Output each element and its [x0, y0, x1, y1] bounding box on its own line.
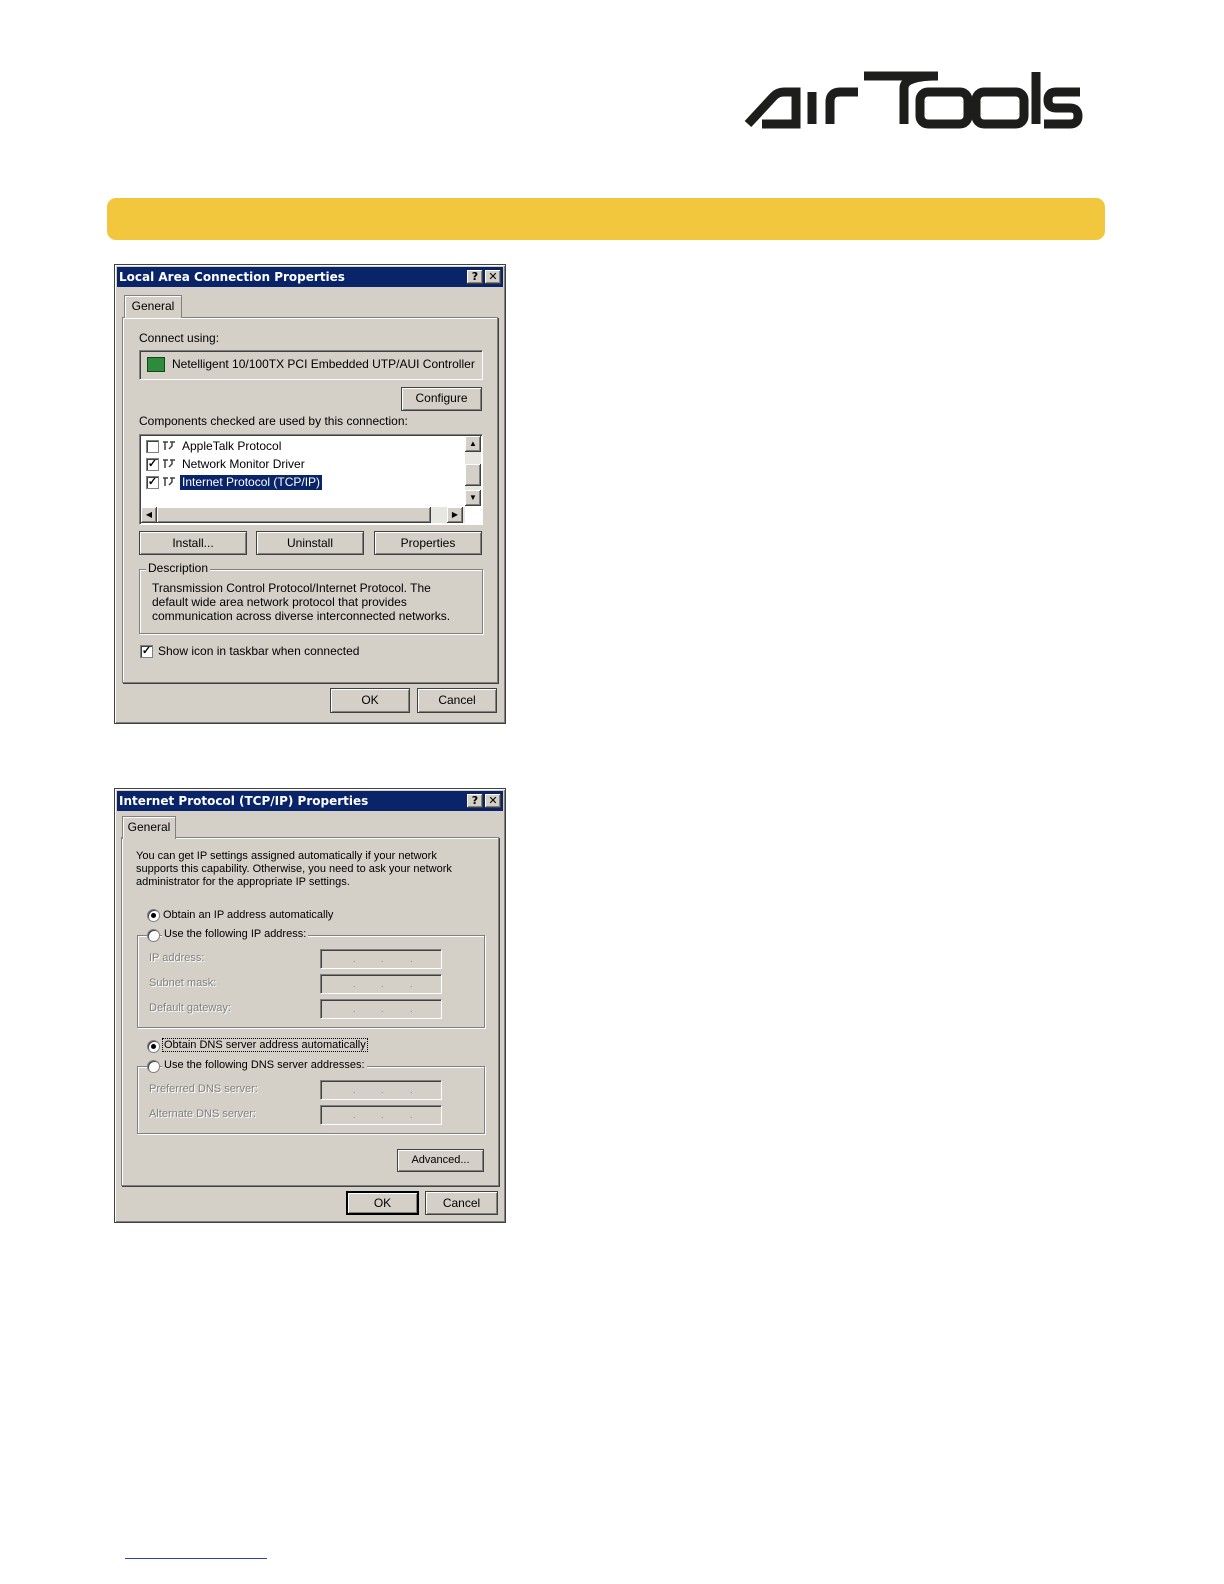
footer-link-line[interactable]: [125, 1558, 267, 1559]
general-panel: [121, 837, 499, 1186]
cancel-button[interactable]: [425, 1191, 498, 1215]
dialog-titlebar: [117, 791, 503, 811]
cancel-button-label: Cancel: [438, 693, 476, 707]
obtain-dns-auto-radio[interactable]: [147, 1040, 160, 1053]
intro-text: You can get IP settings assigned automatically if your network supports this capability. Otherwise, you need to ask your network administrator for the appropriate IP settings.: [136, 850, 452, 888]
ok-button[interactable]: [330, 688, 410, 713]
protocol-icon: [162, 440, 176, 452]
close-button[interactable]: ✕: [485, 270, 501, 284]
dialog-titlebar: [117, 267, 503, 287]
scroll-up-icon[interactable]: ▲: [465, 436, 481, 452]
subnet-mask-input[interactable]: . . .: [320, 974, 442, 994]
connect-using-label: Connect using:: [139, 331, 220, 345]
header-banner: [107, 198, 1105, 240]
dialog-title: Internet Protocol (TCP/IP) Properties: [119, 794, 369, 808]
description-text: Transmission Control Protocol/Internet Protocol. The default wide area network protocol that provides communication across diverse interconnected networks.: [152, 581, 451, 623]
alternate-dns-input[interactable]: . . .: [320, 1105, 442, 1125]
obtain-ip-auto-label: Obtain an IP address automatically: [163, 909, 334, 921]
adapter-name: Netelligent 10/100TX PCI Embedded UTP/AUI Controller: [172, 357, 475, 371]
use-following-dns-label: Use the following DNS server addresses:: [164, 1059, 365, 1071]
default-gateway-label: Default gateway:: [149, 1002, 231, 1014]
adapter-field: [139, 350, 483, 380]
scroll-left-icon[interactable]: ◀: [141, 507, 157, 523]
cancel-button-label: Cancel: [442, 1196, 481, 1210]
protocol-icon: [162, 476, 176, 488]
ok-button-label: OK: [373, 1196, 392, 1210]
dialog-title: Local Area Connection Properties: [119, 270, 345, 284]
show-icon-label: Show icon in taskbar when connected: [158, 644, 360, 658]
close-button[interactable]: ✕: [485, 794, 501, 808]
configure-button-label: Configure: [415, 391, 468, 405]
network-card-icon: [147, 357, 165, 372]
preferred-dns-input[interactable]: . . .: [320, 1080, 442, 1100]
ok-button-label: OK: [361, 693, 379, 707]
help-button[interactable]: ?: [467, 270, 483, 284]
appletalk-checkbox[interactable]: [146, 440, 159, 453]
uninstall-button-label: Uninstall: [286, 536, 334, 550]
properties-button[interactable]: [374, 531, 482, 555]
list-item-label: AppleTalk Protocol: [182, 439, 282, 453]
uninstall-button[interactable]: [256, 531, 364, 555]
ok-button[interactable]: [346, 1191, 419, 1215]
default-gateway-input[interactable]: . . .: [320, 999, 442, 1019]
advanced-button[interactable]: [397, 1149, 484, 1172]
ip-address-label: IP address:: [149, 952, 205, 964]
obtain-ip-auto-radio[interactable]: [147, 909, 160, 922]
advanced-button-label: Advanced...: [411, 1154, 470, 1166]
components-label: Components checked are used by this connection:: [139, 414, 408, 428]
network-monitor-checkbox[interactable]: ✓: [147, 458, 158, 470]
list-item-label: Internet Protocol (TCP/IP): [182, 475, 321, 489]
vertical-scrollbar[interactable]: [465, 436, 481, 506]
subnet-mask-label: Subnet mask:: [149, 977, 217, 989]
horizontal-scroll-thumb[interactable]: [157, 507, 431, 523]
configure-button[interactable]: [401, 387, 482, 411]
tab-general[interactable]: General: [124, 295, 182, 318]
local-area-connection-dialog: [114, 264, 506, 724]
show-icon-checkbox[interactable]: ✓: [141, 645, 152, 657]
preferred-dns-label: Preferred DNS server:: [149, 1083, 258, 1095]
components-list[interactable]: [139, 434, 483, 525]
protocol-icon: [162, 458, 176, 470]
scroll-down-icon[interactable]: ▼: [465, 490, 481, 506]
description-group: [139, 561, 483, 634]
scroll-right-icon[interactable]: ▶: [447, 507, 463, 523]
use-following-dns-radio[interactable]: [147, 1060, 160, 1073]
use-following-ip-label: Use the following IP address:: [164, 928, 307, 940]
cancel-button[interactable]: [417, 688, 497, 713]
tab-general[interactable]: General: [122, 816, 176, 839]
help-button[interactable]: ?: [467, 794, 483, 808]
scroll-thumb[interactable]: [465, 464, 481, 486]
use-following-ip-radio[interactable]: [147, 929, 160, 942]
tcpip-checkbox[interactable]: ✓: [147, 476, 158, 488]
description-legend: Description: [148, 561, 209, 575]
general-panel: [122, 317, 498, 683]
install-button-label: Install...: [172, 536, 214, 550]
alternate-dns-label: Alternate DNS server:: [149, 1108, 256, 1120]
properties-button-label: Properties: [400, 536, 456, 550]
horizontal-scrollbar[interactable]: [141, 507, 465, 523]
airtools-logo: [744, 68, 1084, 132]
install-button[interactable]: [139, 531, 247, 555]
obtain-dns-auto-label: Obtain DNS server address automatically: [164, 1039, 366, 1051]
list-item-label: Network Monitor Driver: [182, 457, 305, 471]
static-dns-group: [137, 1059, 485, 1134]
tcpip-properties-dialog: [114, 788, 506, 1223]
airtools-logo-graphic: [744, 68, 1084, 132]
ip-address-input[interactable]: . . .: [320, 949, 442, 969]
static-ip-group: [137, 928, 485, 1028]
